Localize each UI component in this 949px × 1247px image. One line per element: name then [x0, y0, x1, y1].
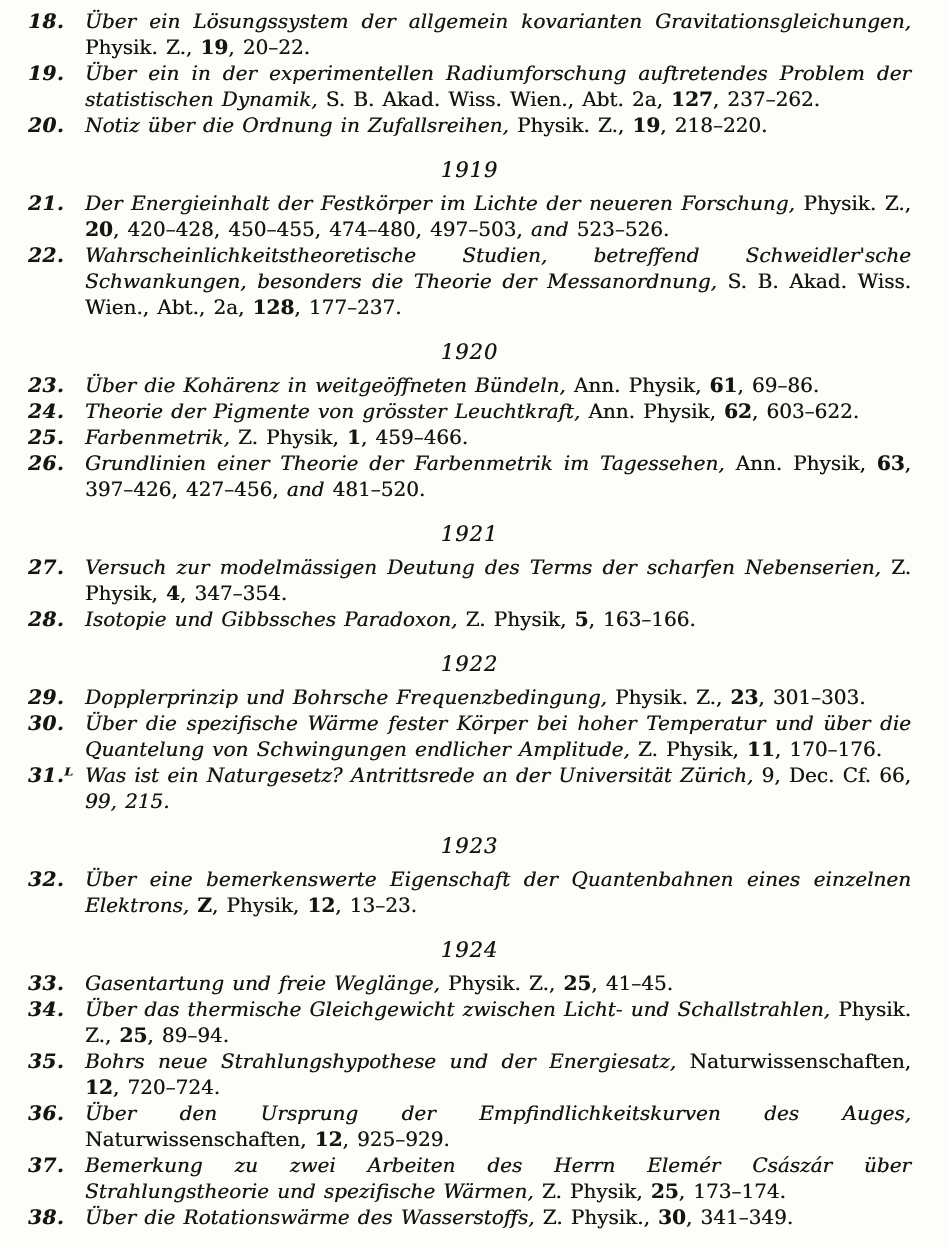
text-segment: , 13–23.	[335, 893, 417, 917]
text-segment: 61	[709, 373, 738, 397]
entry-text	[85, 450, 911, 502]
entry-text	[85, 190, 911, 242]
entry-text	[85, 424, 911, 450]
text-segment: Ann. Physik,	[573, 373, 710, 397]
text-segment: , 173–174.	[678, 1179, 786, 1203]
text-segment: Dopplerprinzip und Bohrsche Frequenzbedingung,	[85, 685, 616, 709]
text-segment: 30	[658, 1205, 686, 1229]
entry-number: 29.	[28, 685, 65, 709]
entry-row	[28, 8, 911, 60]
text-segment: Isotopie und Gibbssches Paradoxon,	[85, 607, 466, 631]
text-segment: 25	[119, 1023, 148, 1047]
year-heading: 1922	[440, 652, 499, 676]
text-segment: Über ein in der experimentellen Radiumforschung auftretendes Problem der statistischen Dynamik,	[85, 61, 911, 111]
text-segment: Farbenmetrik,	[85, 425, 238, 449]
text-segment: Über ein Lösungssystem der allgemein kovarianten Gravitationsgleichungen,	[85, 9, 911, 33]
entry-row	[28, 450, 911, 502]
entry-number: 37.	[28, 1153, 65, 1177]
text-segment: Physik. Z.,	[803, 191, 911, 215]
entry-number: 18.	[28, 9, 65, 33]
text-segment: 23	[730, 685, 759, 709]
text-segment: Theorie der Pigmente von grösster Leuchtkraft,	[85, 399, 589, 423]
text-segment: 12	[314, 1127, 343, 1151]
text-segment: Z. Physik.,	[542, 1205, 659, 1229]
text-segment: Grundlinien einer Theorie der Farbenmetrik im Tagessehen,	[85, 451, 736, 475]
text-segment: 127	[671, 87, 713, 111]
entry-text	[85, 970, 911, 996]
text-segment: , 20–22.	[228, 35, 310, 59]
entry-row	[28, 424, 911, 450]
text-segment: Physik. Z.,	[85, 997, 911, 1047]
text-segment: 481–520.	[324, 477, 426, 501]
entry-number: 24.	[28, 399, 65, 423]
text-segment: Z. Physik,	[85, 555, 911, 605]
text-segment: 19	[632, 113, 661, 137]
text-segment: , 720–724.	[112, 1075, 221, 1099]
entry-row	[28, 1152, 911, 1204]
text-segment: 25	[563, 971, 592, 995]
text-segment: 523–526.	[568, 217, 670, 241]
text-segment: , 177–237.	[294, 295, 402, 319]
text-segment: , 397–426, 427–456,	[85, 451, 911, 501]
text-segment: Z. Physik,	[637, 737, 747, 761]
entry-row	[28, 762, 911, 814]
text-segment: Ann. Physik,	[588, 399, 725, 423]
text-segment: Physik. Z.,	[516, 113, 633, 137]
entry-row	[28, 996, 911, 1048]
year-heading: 1924	[440, 938, 499, 962]
text-segment: Bohrs neue Strahlungshypothese und der Energiesatz,	[85, 1049, 690, 1073]
text-segment: Über die Rotationswärme des Wasserstoffs,	[85, 1205, 543, 1229]
text-segment: , 341–349.	[685, 1205, 794, 1229]
text-segment: Naturwissenschaften,	[85, 1127, 315, 1151]
entry-number: 22.	[28, 243, 65, 267]
text-segment: and	[530, 217, 569, 241]
text-segment: Notiz über die Ordnung in Zufallsreihen,	[85, 113, 517, 137]
entry-row	[28, 242, 911, 320]
text-segment: Über den Ursprung der Empfindlichkeitskurven des Auges,	[85, 1101, 911, 1125]
entry-row	[28, 398, 911, 424]
entry-number: 36.	[28, 1101, 65, 1125]
text-segment: Z. Physik,	[465, 607, 575, 631]
text-segment: Über eine bemerkenswerte Eigenschaft der Quantenbahnen eines einzelnen Elektrons,	[85, 867, 911, 917]
text-segment: Gasentartung und freie Weglänge,	[85, 971, 448, 995]
entry-row	[28, 866, 911, 918]
entry-row	[28, 1100, 911, 1152]
entry-text	[85, 60, 911, 112]
text-segment: Wahrscheinlichkeitstheoretische Studien, betreffend Schweidler'sche Schwankungen, besonders die Theorie der Messanordnung,	[85, 243, 911, 293]
text-segment: S. B. Akad. Wiss. Wien., Abt., 2a,	[85, 269, 911, 319]
text-segment: Über die Kohärenz in weitgeöffneten Bündeln,	[85, 373, 574, 397]
text-segment: 128	[252, 295, 295, 319]
text-segment: Z. Physik,	[237, 425, 347, 449]
entry-number: 30.	[28, 711, 65, 735]
entry-number: 26.	[28, 451, 65, 475]
entry-number: 20.	[28, 113, 65, 137]
entry-number: 32.	[28, 867, 65, 891]
text-segment: , 301–303.	[758, 685, 866, 709]
text-segment: 11	[746, 737, 775, 761]
entry-text	[85, 554, 911, 606]
entry-number: 21.	[28, 191, 65, 215]
text-segment: Physik. Z.,	[85, 35, 201, 59]
text-segment: , 89–94.	[147, 1023, 230, 1047]
text-segment: , 925–929.	[342, 1127, 450, 1151]
text-segment: 5	[574, 607, 589, 631]
bibliography	[28, 8, 911, 1230]
text-segment: Was ist ein Naturgesetz? Antrittsrede an der Universität Zürich,	[85, 763, 762, 787]
text-segment: S. B. Akad. Wiss. Wien., Abt. 2a,	[325, 87, 672, 111]
text-segment: 1	[346, 425, 361, 449]
entry-number: 19.	[28, 61, 65, 85]
entry-row	[28, 710, 911, 762]
entry-row	[28, 60, 911, 112]
text-segment: 20	[85, 217, 113, 241]
entry-row	[28, 372, 911, 398]
text-segment: Z	[197, 893, 212, 917]
text-segment: Über die spezifische Wärme fester Körper bei hoher Temperatur und über die Quantelung von Schwingungen endlicher Amplitude,	[85, 711, 911, 761]
text-segment: 12	[307, 893, 336, 917]
text-segment: Über das thermische Gleichgewicht zwischen Licht- und Schallstrahlen,	[85, 997, 839, 1021]
text-segment: , Physik,	[211, 893, 308, 917]
text-segment: 25	[650, 1179, 679, 1203]
entry-number: 23.	[28, 373, 65, 397]
text-segment: , 347–354.	[179, 581, 288, 605]
text-segment: 12	[85, 1075, 113, 1099]
entry-text	[85, 398, 911, 424]
year-heading: 1919	[440, 158, 499, 182]
text-segment: , 459–466.	[360, 425, 469, 449]
entry-number: 38.	[28, 1205, 65, 1229]
entry-text	[85, 372, 911, 398]
entry-text	[85, 762, 911, 814]
text-segment: Bemerkung zu zwei Arbeiten des Herrn Elemér Császár über Strahlungstheorie und spezifische Wärmen,	[85, 1153, 911, 1203]
year-heading: 1921	[440, 522, 499, 546]
text-segment: Physik. Z.,	[615, 685, 731, 709]
entry-number: 33.	[28, 971, 65, 995]
year-heading: 1923	[440, 834, 499, 858]
entry-number: 31.ᴸ	[28, 763, 74, 787]
text-segment: Versuch zur modelmässigen Deutung des Terms der scharfen Nebenserien,	[85, 555, 892, 579]
text-segment: Physik. Z.,	[448, 971, 564, 995]
text-segment: Z. Physik,	[541, 1179, 651, 1203]
entry-row	[28, 1048, 911, 1100]
text-segment: , 41–45.	[591, 971, 673, 995]
text-segment: , 69–86.	[737, 373, 820, 397]
entry-text	[85, 1100, 911, 1152]
entry-text	[85, 112, 911, 138]
entry-number: 25.	[28, 425, 65, 449]
text-segment: , 170–176.	[774, 737, 882, 761]
text-segment: , 237–262.	[712, 87, 821, 111]
entry-number: 35.	[28, 1049, 65, 1073]
entry-text	[85, 684, 911, 710]
entry-text	[85, 866, 911, 918]
entry-text	[85, 606, 911, 632]
text-segment: 62	[724, 399, 752, 423]
text-segment: , 603–622.	[751, 399, 860, 423]
text-segment: Naturwissenschaften,	[689, 1049, 911, 1073]
entry-row	[28, 606, 911, 632]
text-segment: 4	[165, 581, 180, 605]
text-segment: Der Energieinhalt der Festkörper im Lichte der neueren Forschung,	[85, 191, 804, 215]
entry-text	[85, 710, 911, 762]
entry-text	[85, 1152, 911, 1204]
entry-row	[28, 112, 911, 138]
text-segment: 19	[200, 35, 229, 59]
entry-number: 27.	[28, 555, 65, 579]
entry-text	[85, 1048, 911, 1100]
entry-text	[85, 1204, 911, 1230]
entry-text	[85, 8, 911, 60]
text-segment: Ann. Physik,	[735, 451, 877, 475]
text-segment: 99, 215.	[85, 789, 170, 813]
text-segment: , 420–428, 450–455, 474–480, 497–503,	[112, 217, 531, 241]
entry-row	[28, 1204, 911, 1230]
entry-text	[85, 242, 911, 320]
entry-row	[28, 684, 911, 710]
entry-row	[28, 190, 911, 242]
text-segment: , 163–166.	[588, 607, 696, 631]
entry-number: 34.	[28, 997, 65, 1021]
text-segment: 63	[876, 451, 905, 475]
text-segment: 9, Dec. Cf. 66,	[761, 763, 912, 787]
entry-number: 28.	[28, 607, 65, 631]
entry-row	[28, 970, 911, 996]
entry-row	[28, 554, 911, 606]
text-segment: , 218–220.	[660, 113, 768, 137]
year-heading: 1920	[440, 340, 499, 364]
text-segment: and	[286, 477, 325, 501]
entry-text	[85, 996, 911, 1048]
